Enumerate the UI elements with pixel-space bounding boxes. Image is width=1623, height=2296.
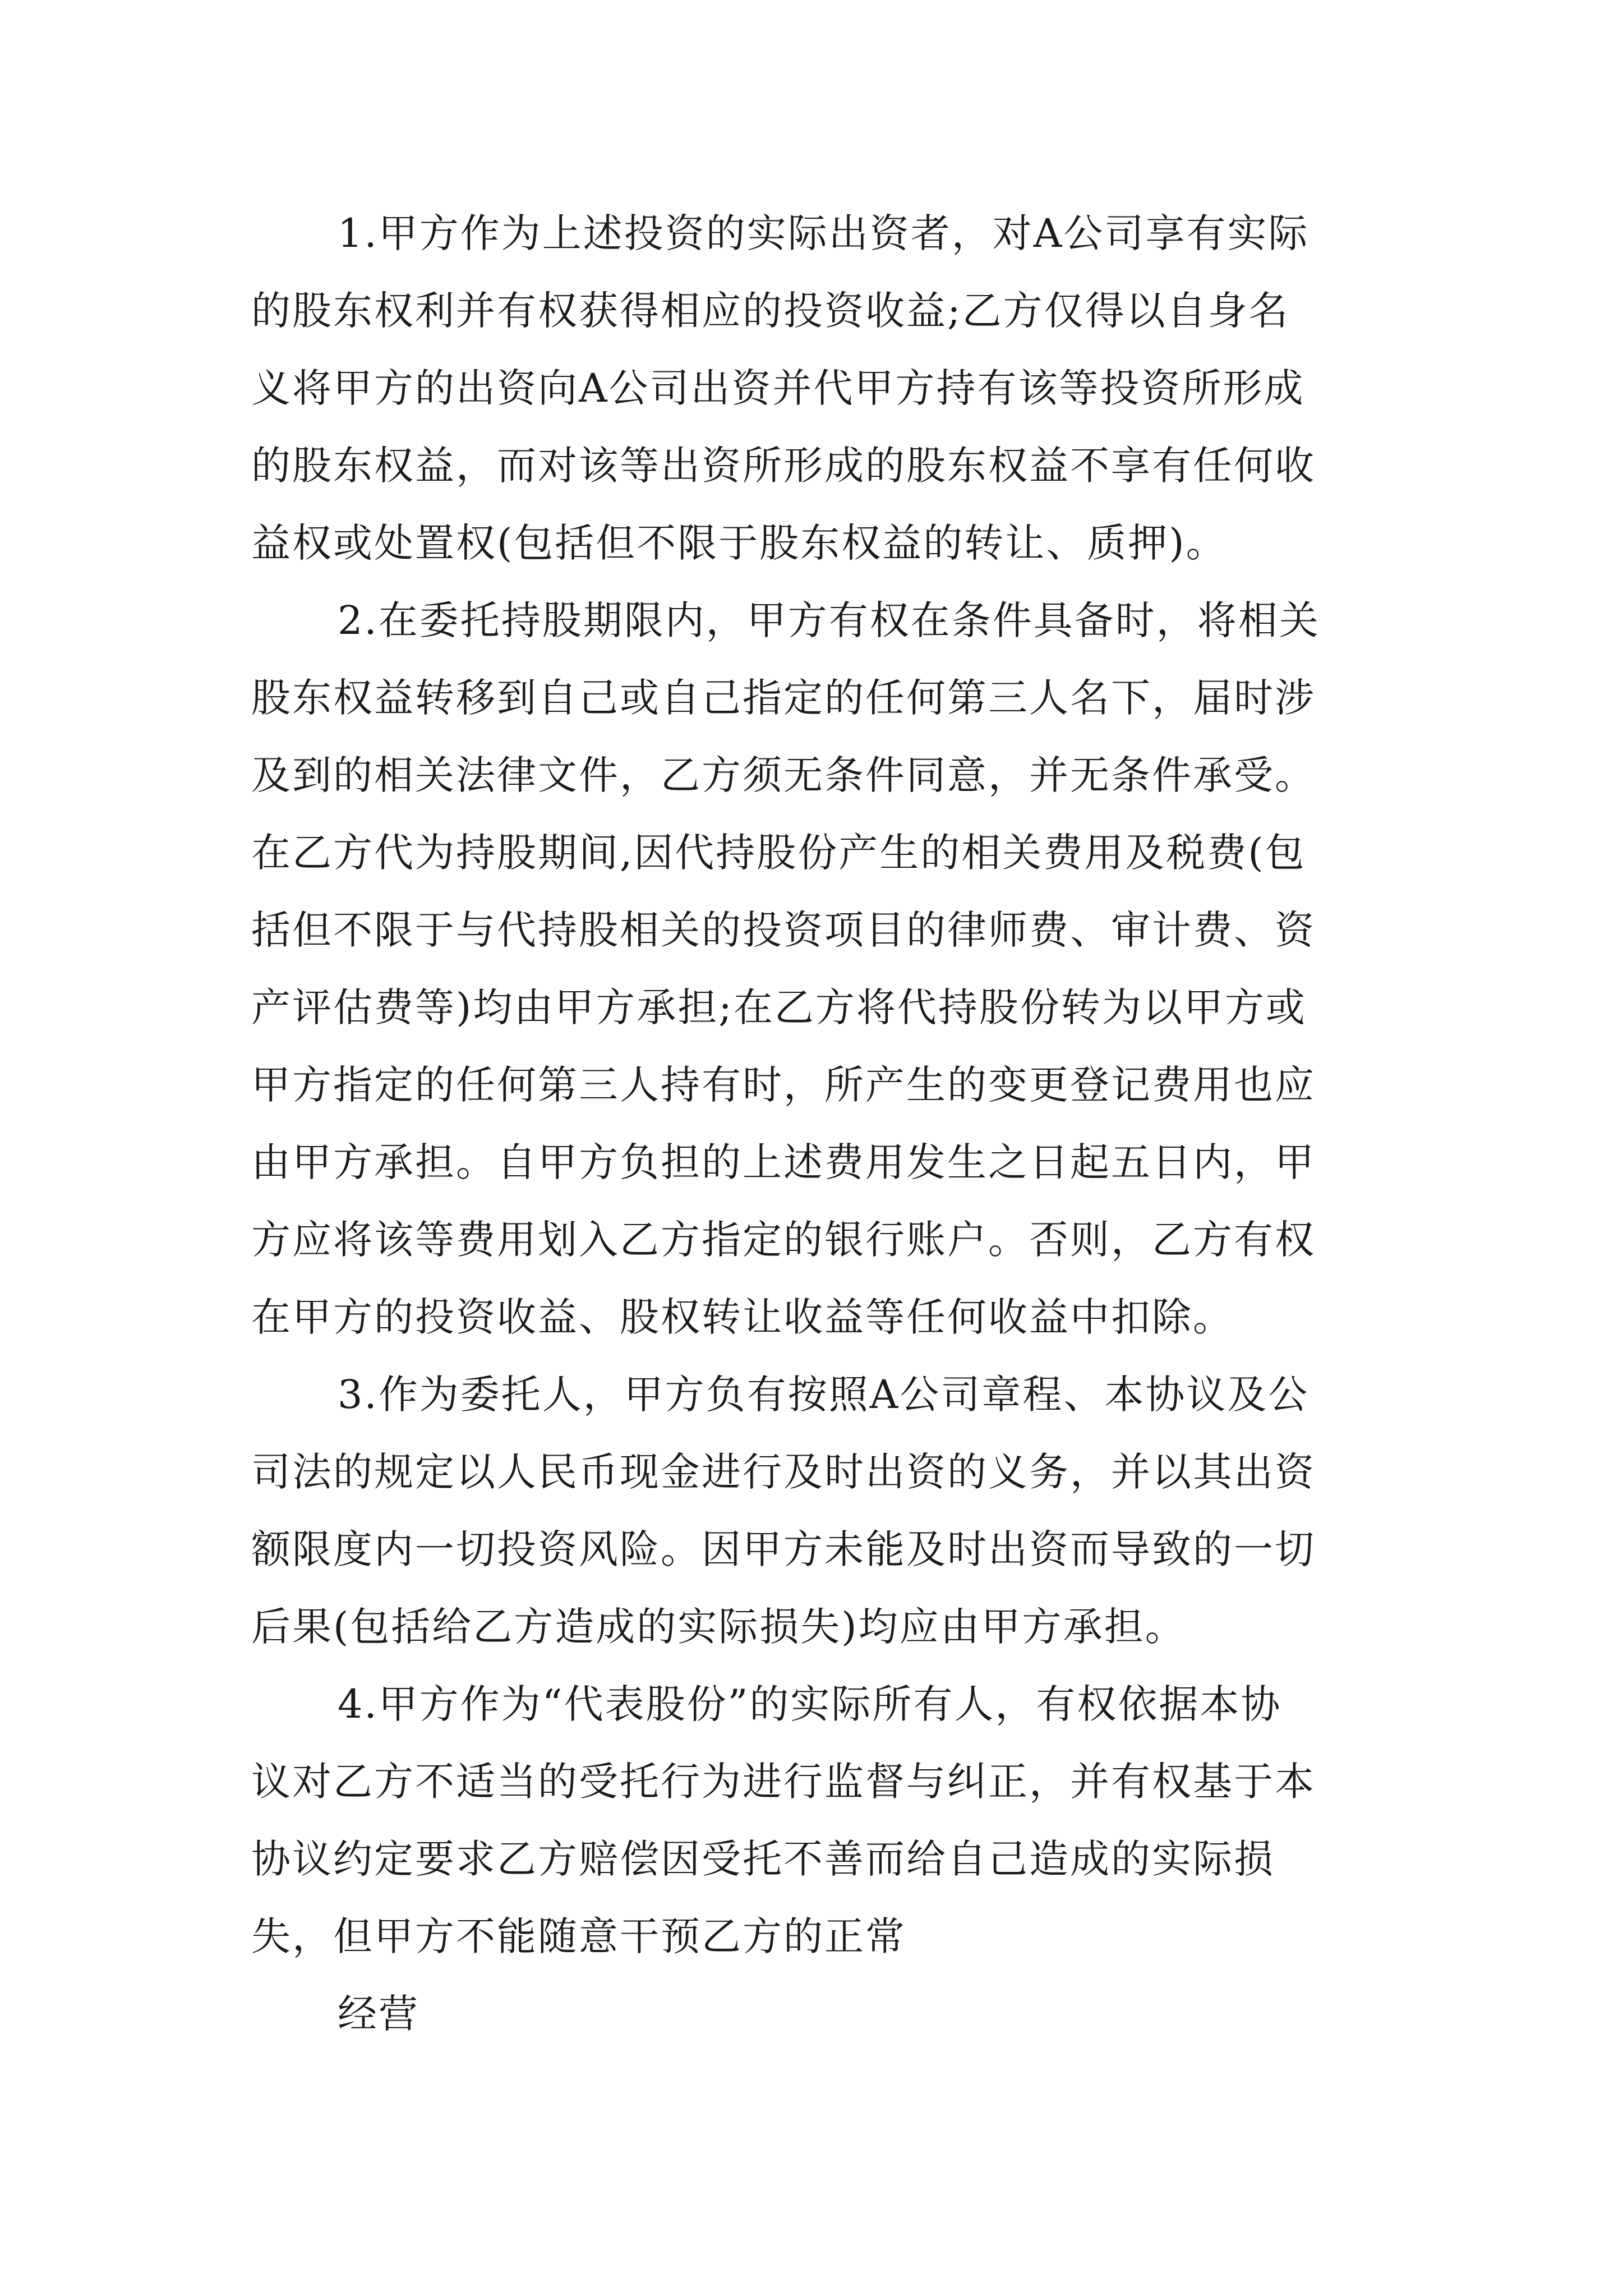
paragraph-3-line-2: 司法的规定以人民币现金进行及时出资的义务，并以其出资 — [251, 1449, 1316, 1495]
paragraph-2-line-5: 括但不限于与代持股相关的投资项目的律师费、审计费、资 — [251, 907, 1316, 953]
paragraph-3-line-1: 3.作为委托人，甲方负有按照A公司章程、本协议及公 — [338, 1372, 1310, 1418]
paragraph-5-line-1: 经营 — [338, 1991, 419, 2037]
paragraph-3-line-4: 后果(包括给乙方造成的实际损失)均应由甲方承担。 — [251, 1604, 1186, 1650]
paragraph-1-line-1: 1.甲方作为上述投资的实际出资者，对A公司享有实际 — [338, 210, 1310, 256]
paragraph-2-line-10: 在甲方的投资收益、股权转让收益等任何收益中扣除。 — [251, 1294, 1234, 1340]
paragraph-2-line-2: 股东权益转移到自己或自己指定的任何第三人名下，届时涉 — [251, 675, 1316, 721]
paragraph-1-line-5: 益权或处置权(包括但不限于股东权益的转让、质押)。 — [251, 520, 1227, 566]
paragraph-2-line-3: 及到的相关法律文件，乙方须无条件同意，并无条件承受。 — [251, 752, 1316, 798]
paragraph-2-line-1: 2.在委托持股期限内，甲方有权在条件具备时，将相关 — [338, 597, 1320, 643]
paragraph-4-line-3: 协议约定要求乙方赔偿因受托不善而给自己造成的实际损 — [251, 1836, 1275, 1882]
paragraph-2-line-7: 甲方指定的任何第三人持有时，所产生的变更登记费用也应 — [251, 1062, 1316, 1108]
paragraph-4-line-4: 失，但甲方不能随意干预乙方的正常 — [251, 1913, 906, 1959]
paragraph-1-line-3: 义将甲方的出资向A公司出资并代甲方持有该等投资所形成 — [251, 365, 1305, 411]
paragraph-2-line-9: 方应将该等费用划入乙方指定的银行账户。否则，乙方有权 — [251, 1217, 1316, 1263]
paragraph-4-line-1: 4.甲方作为“代表股份”的实际所有人，有权依据本协 — [338, 1681, 1282, 1727]
paragraph-2-line-8: 由甲方承担。自甲方负担的上述费用发生之日起五日内，甲 — [251, 1139, 1316, 1185]
paragraph-1-line-2: 的股东权利并有权获得相应的投资收益;乙方仅得以自身名 — [251, 288, 1290, 334]
paragraph-4-line-2: 议对乙方不适当的受托行为进行监督与纠正，并有权基于本 — [251, 1759, 1316, 1805]
paragraph-3-line-3: 额限度内一切投资风险。因甲方未能及时出资而导致的一切 — [251, 1526, 1316, 1572]
paragraph-2-line-4: 在乙方代为持股期间,因代持股份产生的相关费用及税费(包 — [251, 830, 1306, 876]
paragraph-2-line-6: 产评估费等)均由甲方承担;在乙方将代持股份转为以甲方或 — [251, 984, 1307, 1030]
paragraph-1-line-4: 的股东权益，而对该等出资所形成的股东权益不享有任何收 — [251, 443, 1316, 489]
